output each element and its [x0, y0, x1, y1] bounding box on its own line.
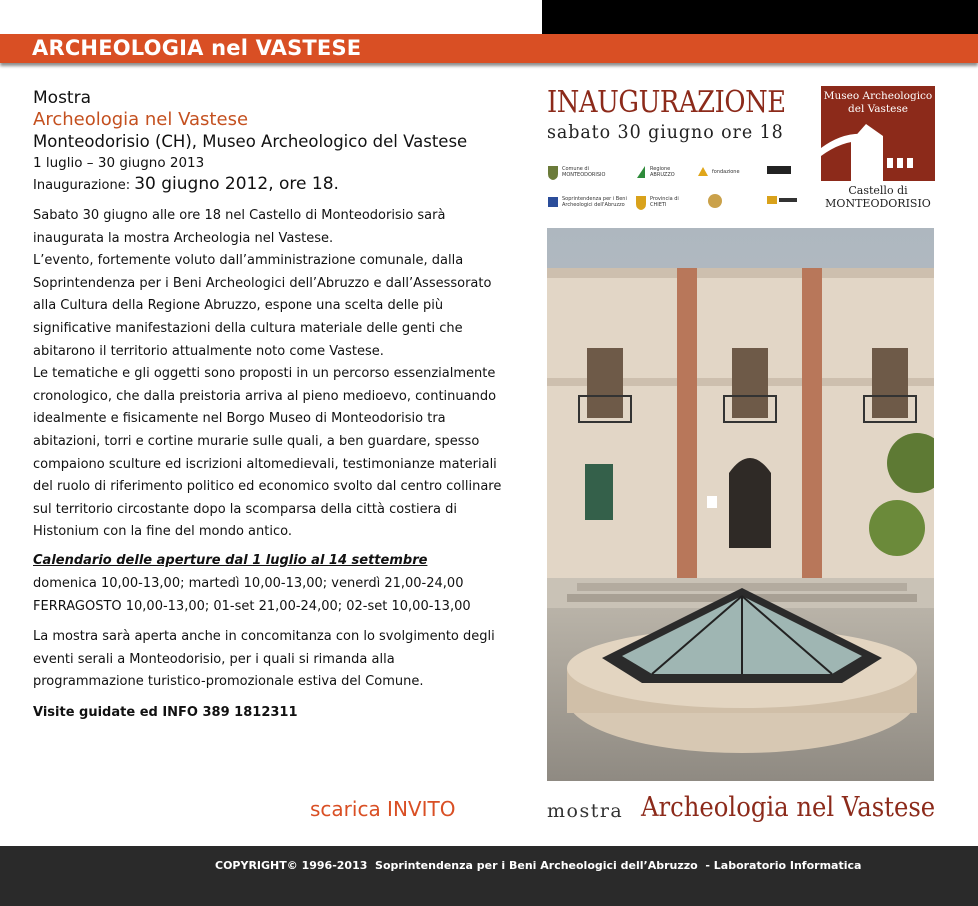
- description-text-3: Le tematiche e gli oggetti sono proposti in un percorso essenzialmente cronologico, che dalla preistoria arriva al pieno medioevo, continuando idealmente e fisicamente nel Borgo Museo di Monteodorisio tra abitazioni, torri e cortine murarie sulle quali, a ben guardare, spesso compaiono sculture ed iscrizioni altomedievali, testimonianze materiali del ruolo di riferimento politico ed economico svolto dal centro collinare sul territorio circostante dopo la scomparsa della città costiera di Histonium con la fine del mondo antico.: [33, 366, 502, 540]
- top-black-bar: [542, 0, 978, 34]
- museum-name: Museo Archeologico del Vastese: [823, 90, 933, 115]
- page-footer: [0, 846, 978, 906]
- logo-provincia: Provincia di CHIETI: [635, 194, 695, 210]
- event-place: Monteodorisio (CH), Museo Archeologico del Vastese: [33, 132, 468, 151]
- inauguration-value: 30 giugno 2012, ore 18.: [134, 174, 339, 194]
- copyright-text: COPYRIGHT© 1996-2013 Soprintendenza per i Beni Archeologici dell’Abruzzo - Laboratorio Informatica: [215, 859, 862, 872]
- calendar-line-2: FERRAGOSTO 10,00-13,00; 01-set 21,00-24,00; 02-set 10,00-13,00: [33, 598, 471, 614]
- sponsor-icon: [767, 164, 791, 176]
- coat-of-arms-icon: [547, 164, 559, 180]
- invitation-poster[interactable]: [547, 86, 939, 831]
- section-header: [0, 34, 978, 63]
- poster-footer-title: Archeologia nel Vastese: [641, 792, 936, 823]
- building-photo: [547, 228, 934, 781]
- event-title: Archeologia nel Vastese: [33, 109, 249, 130]
- poster-date: sabato 30 giugno ore 18: [547, 121, 784, 143]
- logo-emblem: [707, 192, 737, 210]
- event-details: [33, 88, 503, 724]
- logo-fondazione: fondazione: [697, 164, 757, 180]
- palazzo-image: [547, 228, 934, 781]
- description-text-2: L’evento, fortemente voluto dall’amministrazione comunale, dalla Soprintendenza per i Beni Archeologici dell’Abruzzo e dall’Assessorato alla Cultura della Regione Abruzzo, espone una scelta delle più significative manifestazioni della cultura materiale delle genti che abitarono il territorio attualmente noto come Vastese.: [33, 253, 492, 359]
- logo-soprintendenza: Soprintendenza per i Beni Archeologici dell'Abruzzo: [547, 194, 627, 210]
- province-icon: [635, 194, 647, 210]
- event-dates: 1 luglio – 30 giugno 2013: [33, 155, 205, 171]
- calendar-title: Calendario delle aperture dal 1 luglio al 14 settembre: [33, 552, 428, 568]
- region-icon: [635, 164, 647, 180]
- logo-sponsor: [767, 164, 813, 176]
- emblem-icon: [707, 192, 723, 210]
- castle-name: Castello di MONTEODORISIO: [825, 184, 931, 210]
- calendar-line-1: domenica 10,00-13,00; martedì 10,00-13,00; venerdì 21,00-24,00: [33, 575, 464, 591]
- logo-comune: Comune di MONTEODORISIO: [547, 164, 607, 180]
- logo-sponsor-2: [767, 194, 813, 206]
- description-text-1: Sabato 30 giugno alle ore 18 nel Castello di Monteodorisio sarà inaugurata la mostra Archeologia nel Vastese.: [33, 208, 446, 246]
- soprintendenza-icon: [547, 194, 559, 210]
- poster-headline: INAUGURAZIONE: [547, 85, 786, 120]
- extra-info: La mostra sarà aperta anche in concomitanza con lo svolgimento degli eventi serali a Monteodorisio, per i quali si rimanda alla programmazione turistico-promozionale estiva del Comune.: [33, 628, 495, 690]
- partner-logos: [547, 164, 817, 216]
- museum-logo: [821, 86, 935, 216]
- download-invitation-link[interactable]: scarica INVITO: [310, 797, 456, 821]
- event-label: Mostra: [33, 88, 91, 108]
- inauguration-line: [33, 173, 503, 197]
- foundation-icon: [697, 164, 709, 180]
- poster-footer: [547, 792, 939, 828]
- castle-silhouette-icon: [821, 86, 935, 181]
- logo-regione: Regione ABRUZZO: [635, 164, 695, 180]
- description-paragraph: [33, 205, 503, 544]
- sponsor-2-icon: [767, 194, 797, 206]
- page-title: ARCHEOLOGIA nel VASTESE: [32, 36, 362, 60]
- guided-tours-info: Visite guidate ed INFO 389 1812311: [33, 704, 298, 720]
- museum-logo-box: [821, 86, 935, 181]
- poster-footer-word: mostra: [547, 800, 624, 822]
- inauguration-label: Inaugurazione:: [33, 178, 131, 193]
